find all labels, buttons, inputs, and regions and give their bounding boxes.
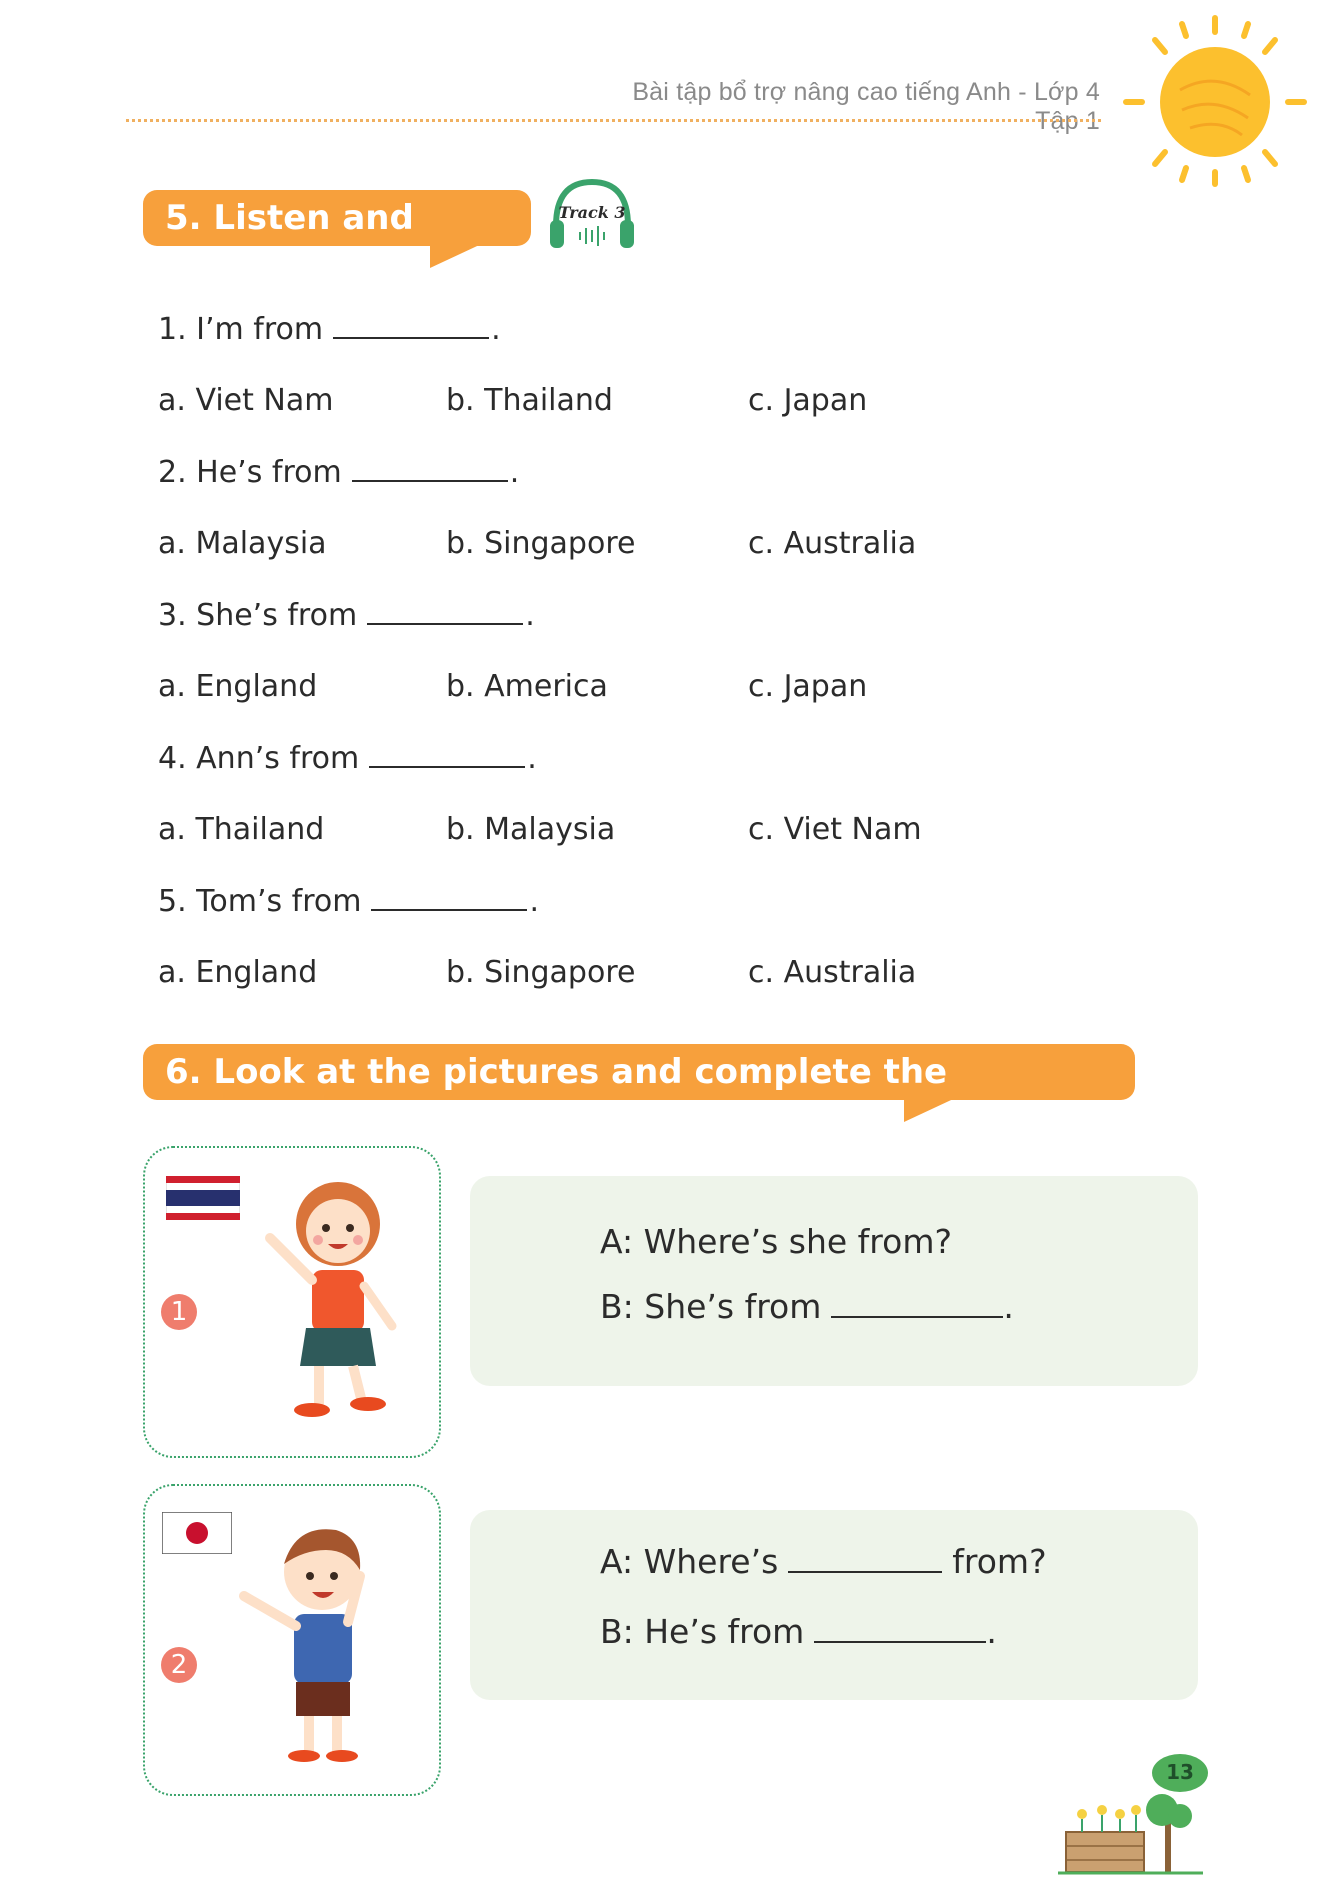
item-number-badge: 1 [161, 1294, 197, 1330]
answer-blank[interactable] [333, 313, 489, 339]
answer-blank[interactable] [369, 742, 525, 768]
answer-blank[interactable] [371, 885, 527, 911]
headphones-icon [546, 174, 638, 254]
dialog-2-question: A: Where’s from? [600, 1542, 1047, 1581]
answer-blank[interactable] [814, 1615, 986, 1643]
option-2c[interactable]: c. Australia [748, 526, 917, 561]
answer-blank[interactable] [831, 1290, 1003, 1318]
section-5-title: 5. Listen and circle. [143, 190, 531, 246]
question-5: 5. Tom’s from . [158, 884, 540, 919]
header-title: Bài tập bổ trợ nâng cao tiếng Anh - Lớp 4 Tập 1 [632, 78, 1100, 135]
option-1a[interactable]: a. Viet Nam [158, 383, 334, 418]
dialog-box-1 [470, 1176, 1198, 1386]
option-4a[interactable]: a. Thailand [158, 812, 325, 847]
dialog-2-answer: B: He’s from . [600, 1612, 997, 1651]
option-2b[interactable]: b. Singapore [446, 526, 636, 561]
track-label: Track 3 [558, 203, 626, 222]
dialog-1-answer: B: She’s from . [600, 1287, 1014, 1326]
option-3b[interactable]: b. America [446, 669, 608, 704]
banner-tail [904, 1094, 964, 1124]
option-2a[interactable]: a. Malaysia [158, 526, 327, 561]
dialog-1-question: A: Where’s she from? [600, 1222, 952, 1261]
answer-blank[interactable] [352, 456, 508, 482]
boy-pointing-illustration [236, 1514, 396, 1770]
question-4: 4. Ann’s from . [158, 741, 537, 776]
option-1b[interactable]: b. Thailand [446, 383, 613, 418]
option-3c[interactable]: c. Japan [748, 669, 868, 704]
option-5a[interactable]: a. England [158, 955, 318, 990]
thailand-flag-icon [166, 1176, 240, 1220]
item-number-badge: 2 [161, 1647, 197, 1683]
girl-pointing-illustration [250, 1176, 420, 1426]
question-3: 3. She’s from . [158, 598, 535, 633]
option-5c[interactable]: c. Australia [748, 955, 917, 990]
sun-icon [1120, 10, 1310, 190]
header-divider [126, 119, 1101, 122]
option-1c[interactable]: c. Japan [748, 383, 868, 418]
option-4c[interactable]: c. Viet Nam [748, 812, 922, 847]
answer-blank[interactable] [788, 1545, 942, 1573]
answer-blank[interactable] [367, 599, 523, 625]
option-4b[interactable]: b. Malaysia [446, 812, 616, 847]
option-5b[interactable]: b. Singapore [446, 955, 636, 990]
japan-flag-icon [162, 1512, 232, 1554]
dialog-box-2 [470, 1510, 1198, 1700]
section-6-title: 6. Look at the pictures and complete the sentences. [143, 1044, 1135, 1100]
question-2: 2. He’s from . [158, 455, 520, 490]
page-number: 13 [1166, 1760, 1194, 1784]
option-3a[interactable]: a. England [158, 669, 318, 704]
banner-tail [430, 240, 490, 270]
question-1: 1. I’m from . [158, 312, 501, 347]
